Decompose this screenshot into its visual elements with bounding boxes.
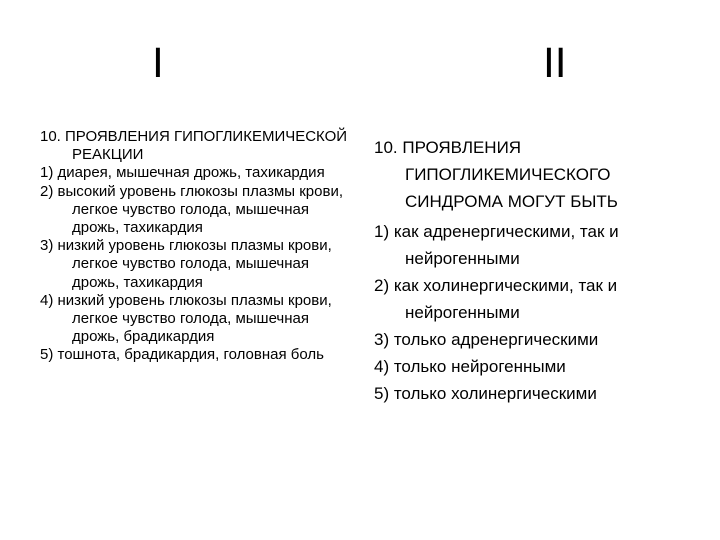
answer-option-4: 4) только нейрогенными	[374, 357, 566, 376]
column-header-ii: II	[543, 41, 567, 87]
question-column-i	[40, 128, 360, 365]
question-title: 10. ПРОЯВЛЕНИЯ ГИПОГЛИКЕМИЧЕСКОГО СИНДРОМА МОГУТ БЫТЬ	[374, 138, 618, 211]
column-header-i: I	[152, 41, 164, 87]
answer-option-2: 2) как холинергическими, так и нейрогенными	[374, 276, 618, 322]
answer-option-5: 5) тошнота, брадикардия, головная боль	[40, 346, 324, 364]
answer-option-3: 3) низкий уровень глюкозы плазмы крови, легкое чувство голода, мышечная дрожь, тахикардия	[40, 237, 332, 291]
question-title: 10. ПРОЯВЛЕНИЯ ГИПОГЛИКЕМИЧЕСКОЙ РЕАКЦИИ	[40, 128, 348, 164]
answer-option-5: 5) только холинергическими	[374, 384, 597, 403]
answer-option-4: 4) низкий уровень глюкозы плазмы крови, легкое чувство голода, мышечная дрожь, брадикардия	[40, 291, 332, 346]
answer-option-1: 1) как адренергическими, так и нейрогенными	[374, 222, 619, 268]
answer-option-3: 3) только адренергическими	[374, 330, 599, 349]
answer-option-1: 1) диарея, мышечная дрожь, тахикардия	[40, 164, 325, 182]
answer-option-2: 2) высокий уровень глюкозы плазмы крови, легкое чувство голода, мышечная дрожь, тахикардия	[40, 182, 344, 237]
question-column-ii	[374, 134, 704, 407]
